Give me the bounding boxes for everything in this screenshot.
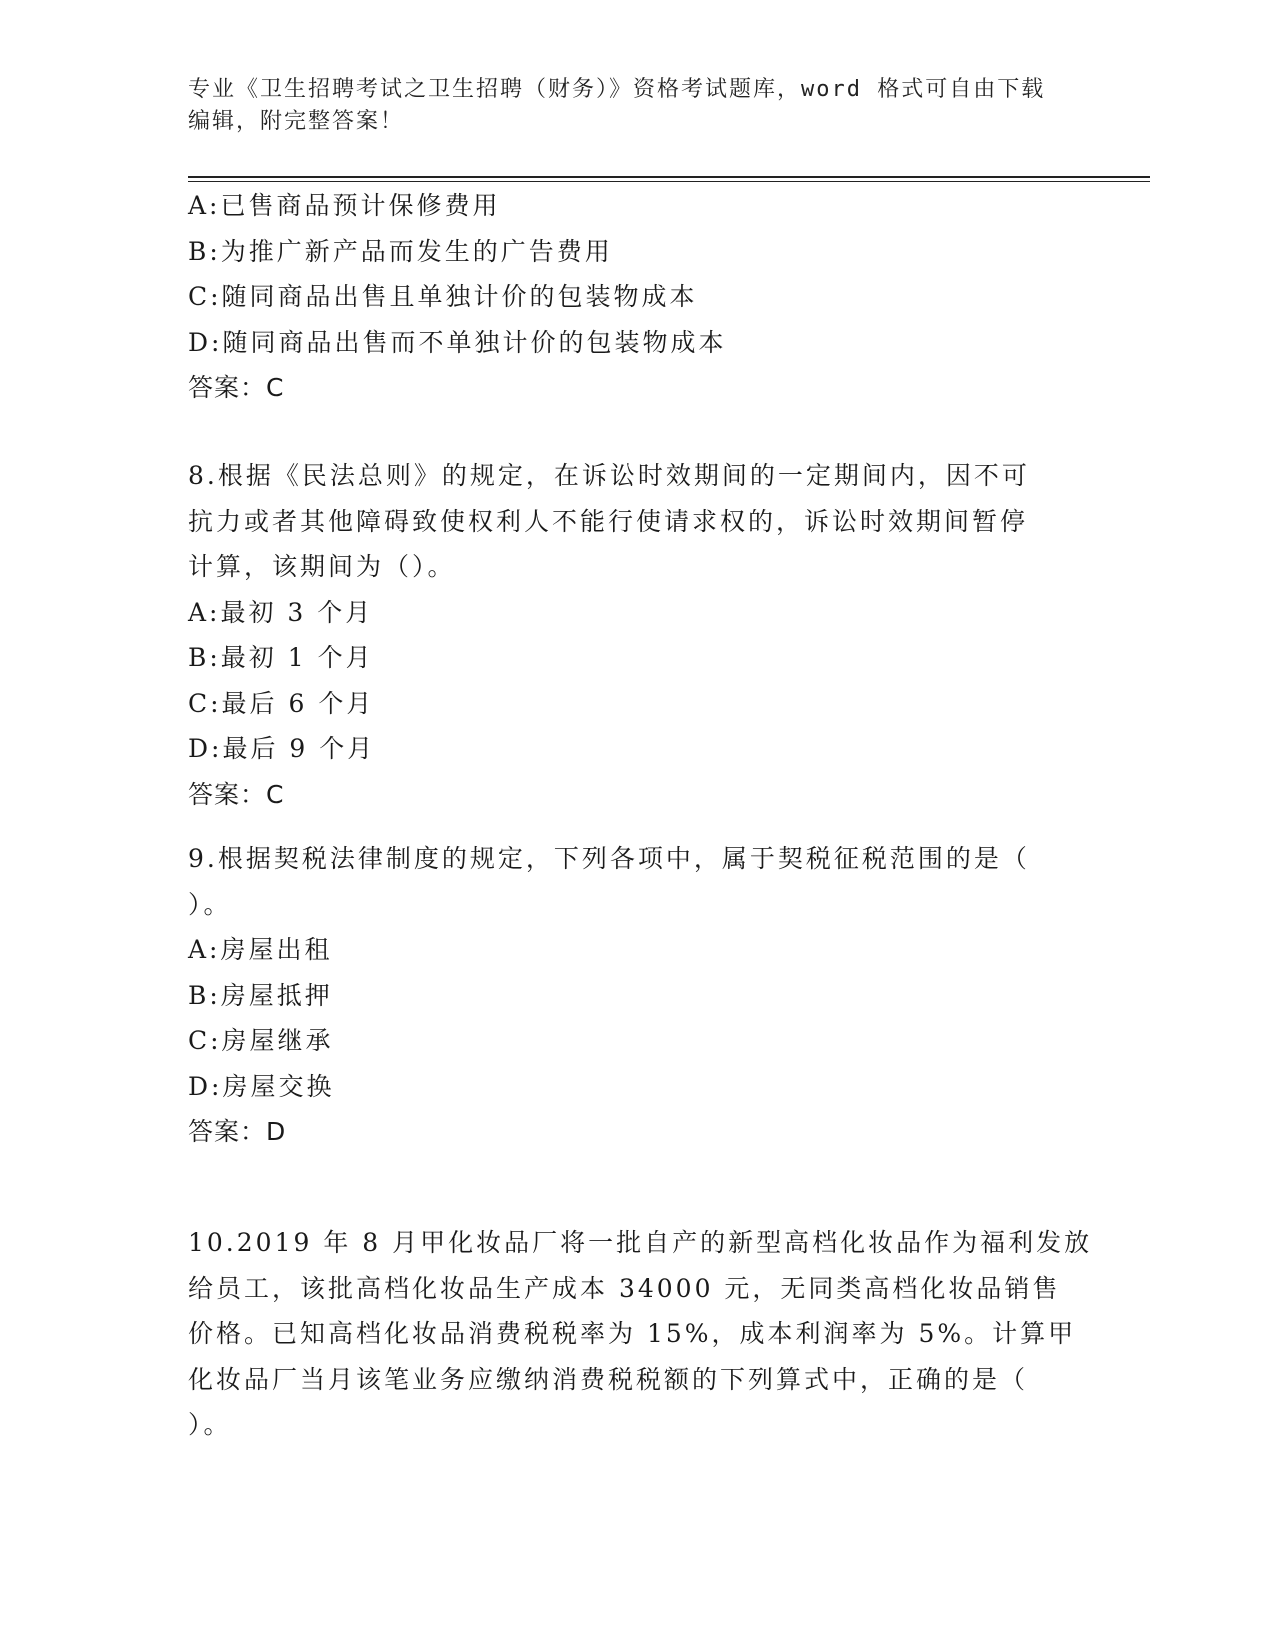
document-header bbox=[188, 74, 1088, 138]
option-d: D:房屋交换 bbox=[188, 1071, 335, 1101]
option-a: A:最初 3 个月 bbox=[188, 597, 374, 627]
header-divider-thick bbox=[188, 176, 1150, 178]
header-divider-thin bbox=[188, 181, 1150, 182]
option-a: A:已售商品预计保修费用 bbox=[188, 191, 501, 220]
option-c: C:最后 6 个月 bbox=[188, 688, 375, 718]
answer-line: 答案：C bbox=[188, 779, 285, 809]
option-d: D:随同商品出售而不单独计价的包装物成本 bbox=[188, 327, 727, 357]
option-c: C:随同商品出售且单独计价的包装物成本 bbox=[188, 282, 698, 311]
question-text-line: 10.2019 年 8 月甲化妆品厂将一批自产的新型高档化妆品作为福利发放 bbox=[188, 1228, 1093, 1257]
question-text-line: ）。 bbox=[188, 1410, 232, 1439]
header-line-1: 专业《卫生招聘考试之卫生招聘（财务）》资格考试题库，word 格式可自由下载 bbox=[188, 77, 1046, 102]
answer-line: 答案：C bbox=[188, 373, 285, 402]
option-a: A:房屋出租 bbox=[188, 935, 333, 964]
question-text-line: 9.根据契税法律制度的规定，下列各项中，属于契税征税范围的是（ bbox=[188, 844, 1030, 873]
question-text-line: 抗力或者其他障碍致使权利人不能行使请求权的，诉讼时效期间暂停 bbox=[188, 506, 1029, 536]
option-b: B:为推广新产品而发生的广告费用 bbox=[188, 236, 613, 266]
answer-line: 答案：D bbox=[188, 1117, 287, 1146]
header-line-2: 编辑，附完整答案！ bbox=[188, 109, 405, 134]
question-text-line: 化妆品厂当月该笔业务应缴纳消费税税额的下列算式中，正确的是（ bbox=[188, 1364, 1029, 1394]
question-text-line: 给员工，该批高档化妆品生产成本 34000 元，无同类高档化妆品销售 bbox=[188, 1273, 1061, 1303]
option-b: B:房屋抵押 bbox=[188, 980, 333, 1010]
question-text-line: 计算，该期间为（）。 bbox=[188, 552, 456, 581]
question-text-line: ）。 bbox=[188, 889, 232, 919]
question-7 bbox=[188, 183, 1088, 411]
question-text-line: 8.根据《民法总则》的规定，在诉讼时效期间的一定期间内，因不可 bbox=[188, 461, 1030, 490]
question-10 bbox=[188, 1220, 1093, 1448]
question-9 bbox=[188, 836, 1088, 1155]
question-text-line: 价格。已知高档化妆品消费税税率为 15%，成本利润率为 5%。计算甲 bbox=[188, 1319, 1077, 1348]
option-b: B:最初 1 个月 bbox=[188, 643, 374, 672]
question-8 bbox=[188, 453, 1088, 817]
option-c: C:房屋继承 bbox=[188, 1026, 334, 1055]
option-d: D:最后 9 个月 bbox=[188, 734, 376, 763]
